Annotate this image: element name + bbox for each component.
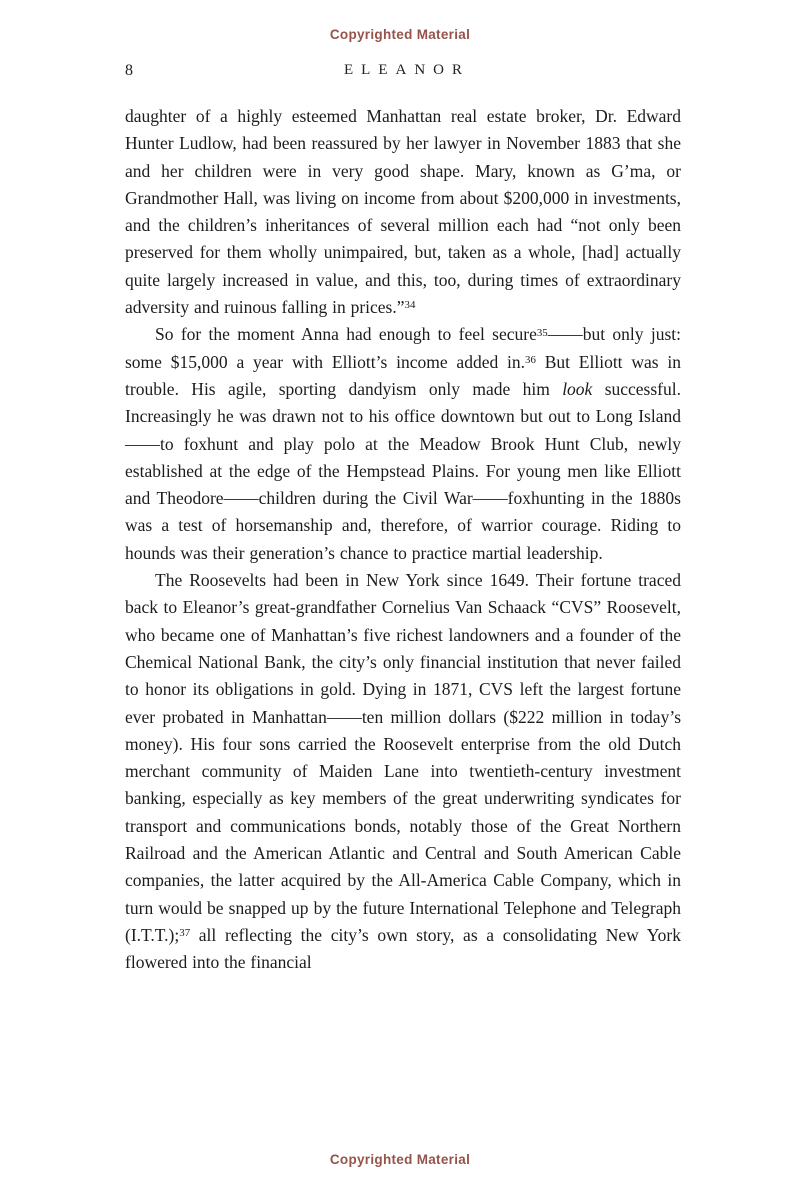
page-number: 8 [125, 62, 133, 79]
text-run: The Roosevelts had been in New York since 1649. Their fortune traced back to Eleanor’s great-grandfather Cornelius Van Schaack “CVS” Roosevelt, who became one of Manhattan’s five richest landowners and a founder of the Chemical National Bank, the city’s only financial institution that never failed to honor its obligations in gold. Dying in 1871, CVS left the largest fortune ever probated in Manhattan——ten million dollars ($222 million in today’s money). His four sons carried the Roosevelt enterprise from the old Dutch merchant community of Maiden Lane into twentieth-century investment banking, especially as key members of the great underwriting syndicates for transport and communications bonds, notably those of the Great Northern Railroad and the American Atlantic and Central and South American Cable companies, the latter acquired by the All-America Cable Company, which in turn would be snapped up by the future International Telephone and Telegraph (I.T.T.); [125, 570, 681, 945]
text-run: successful. Increasingly he was drawn not to his office downtown but out to Long Island——to foxhunt and play polo at the Meadow Brook Hunt Club, newly established at the edge of the Hempstead Plains. For young men like Elliott and Theodore——children during the Civil War——foxhunting in the 1880s was a test of horsemanship and, therefore, of warrior courage. Riding to hounds was their generation’s chance to practice martial leadership. [125, 378, 681, 563]
footnote-reference: 35 [536, 326, 548, 339]
footnote-reference: 36 [525, 353, 536, 366]
italic-text: look [562, 378, 593, 399]
copyright-notice-bottom: Copyrighted Material [329, 1152, 471, 1167]
footnote-reference: 37 [179, 927, 191, 940]
text-run: ——but only just: some $15,000 a year with Elliott’s income added in. [125, 324, 682, 372]
body-text [125, 103, 681, 977]
copyright-notice-top: Copyrighted Material [329, 27, 471, 42]
paragraph [125, 567, 681, 976]
text-run: all reflecting the city’s own story, as a consolidating New York flowered into the financial [125, 924, 681, 973]
text-run: daughter of a highly esteemed Manhattan real estate broker, Dr. Edward Hunter Ludlow, had been reassured by her lawyer in November 1883 that she and her children were in very good shape. Mary, known as G’ma, or Grandmother Hall, was living on income from about $200,000 in investments, and the children’s inheritances of several million each had “not only been preserved for them wholly unimpaired, but, taken as a whole, [had] actually quite largely increased in value, and this, too, during times of extraordinary adversity and ruinous falling in prices.” [125, 106, 681, 318]
footnote-reference: 34 [404, 299, 416, 312]
text-run: So for the moment Anna had enough to feel secure [155, 324, 537, 345]
paragraph [125, 321, 681, 567]
text-run: But Elliott was in trouble. His agile, sporting dandyism only made him [125, 351, 681, 399]
running-head-title: ELEANOR [344, 62, 470, 78]
running-header [125, 62, 681, 84]
paragraph [125, 103, 681, 321]
